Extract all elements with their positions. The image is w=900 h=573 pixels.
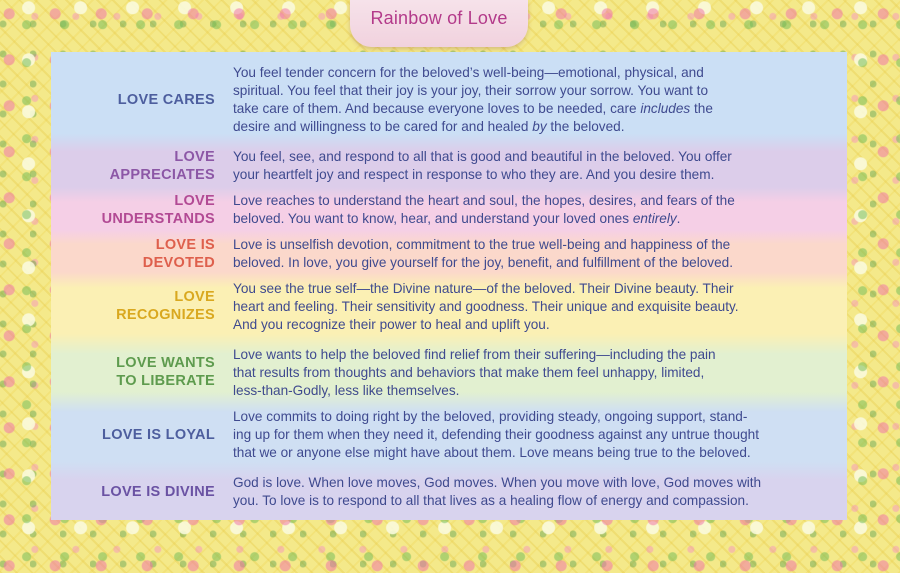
- row-love-appreciates: [51, 148, 847, 184]
- row-love-cares: [51, 64, 847, 136]
- row-label: LOVE IS DIVINE: [101, 484, 215, 500]
- row-text: Love commits to doing right by the beloved, providing steady, ongoing support, stand- ing up for them when they need it, defending their goodness against any untrue thought that we or anyone else might have about them. Love means being true to the beloved.: [233, 409, 759, 460]
- page-title: Rainbow of Love: [370, 8, 508, 28]
- row-label: LOVE UNDERSTANDS: [101, 193, 215, 227]
- row-label: LOVE RECOGNIZES: [116, 289, 215, 323]
- content-panel: [51, 52, 847, 520]
- row-love-is-loyal: [51, 408, 847, 462]
- row-label: LOVE IS DEVOTED: [142, 237, 215, 271]
- row-text: Love reaches to understand the heart and soul, the hopes, desires, and fears of the beloved. You want to know, hear, and understand your loved ones entirely.: [233, 193, 735, 226]
- row-love-understands: [51, 192, 847, 228]
- row-text: You feel tender concern for the beloved’s well-being—emotional, physical, and spiritual. You feel that their joy is your joy, their sorrow your sorrow. You want to take care of them. And because everyone loves to be needed, care includes the desire and willingness to be cared for and healed by the beloved.: [233, 65, 713, 134]
- row-text: You see the true self—the Divine nature—of the beloved. Their Divine beauty. Their heart and feeling. Their sensitivity and goodness. Their unique and exquisite beauty. And you recognize their power to heal and uplift you.: [233, 281, 739, 332]
- row-label: LOVE IS LOYAL: [102, 427, 215, 443]
- row-text: Love is unselfish devotion, commitment to the true well-being and happiness of the beloved. In love, you give yourself for the joy, benefit, and fulfillment of the beloved.: [233, 237, 733, 270]
- row-text: Love wants to help the beloved find relief from their suffering—including the pain that results from thoughts and behaviors that make them feel unhappy, limited, less-than-Godly, less like themselves.: [233, 347, 716, 398]
- title-tab: [350, 0, 528, 47]
- row-love-is-divine: [51, 474, 847, 510]
- row-love-wants-to-liberate: [51, 346, 847, 400]
- row-label: LOVE WANTS TO LIBERATE: [116, 355, 215, 389]
- row-love-recognizes: [51, 280, 847, 334]
- row-love-is-devoted: [51, 236, 847, 272]
- row-label: LOVE APPRECIATES: [109, 149, 215, 183]
- row-text: You feel, see, and respond to all that is good and beautiful in the beloved. You offer your heartfelt joy and respect in response to who they are. And you desire them.: [233, 149, 732, 182]
- row-text: God is love. When love moves, God moves. When you move with love, God moves with you. To love is to respond to all that lives as a healing flow of energy and compassion.: [233, 475, 762, 508]
- row-label: LOVE CARES: [117, 92, 215, 108]
